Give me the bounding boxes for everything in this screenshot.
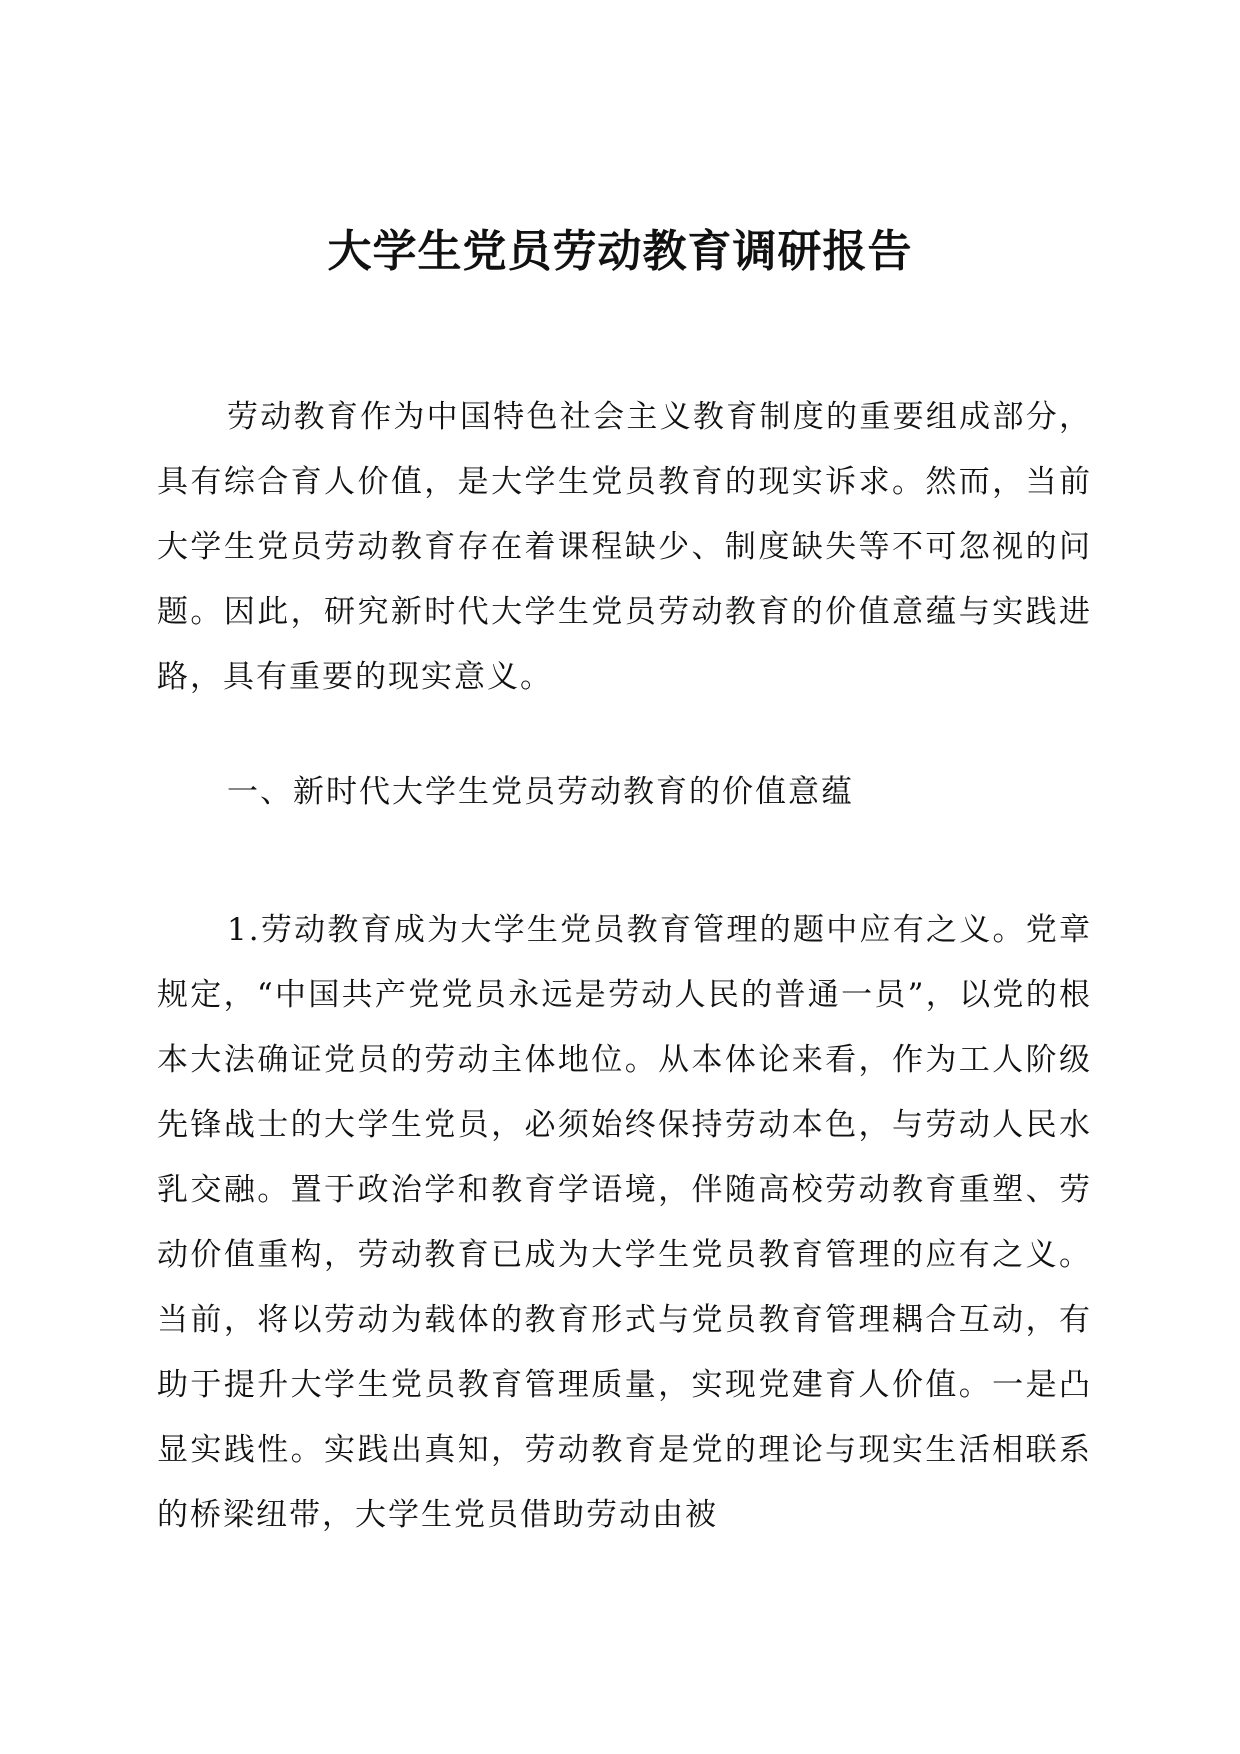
body-paragraph: 1.劳动教育成为大学生党员教育管理的题中应有之义。党章规定，“中国共产党党员永远是劳动人民的普通一员”，以党的根本大法确证党员的劳动主体地位。从本体论来看，作为工人阶级先锋战士的大学生党员，必须始终保持劳动本色，与劳动人民水乳交融。置于政治学和教育学语境，伴随高校劳动教育重塑、劳动价值重构，劳动教育已成为大学生党员教育管理的应有之义。当前，将以劳动为载体的教育形式与党员教育管理耦合互动，有助于提升大学生党员教育管理质量，实现党建育人价值。一是凸显实践性。实践出真知，劳动教育是党的理论与现实生活相联系的桥梁纽带，大学生党员借助劳动由被 bbox=[157, 912, 1092, 1533]
document-title: 大学生党员劳动教育调研报告 bbox=[327, 226, 913, 277]
intro-paragraph: 劳动教育作为中国特色社会主义教育制度的重要组成部分，具有综合育人价值，是大学生党员教育的现实诉求。然而，当前大学生党员劳动教育存在着课程缺少、制度缺失等不可忽视的问题。因此，研究新时代大学生党员劳动教育的价值意蕴与实践进路，具有重要的现实意义。 bbox=[157, 399, 1092, 695]
section-heading: 一、新时代大学生党员劳动教育的价值意蕴 bbox=[227, 774, 854, 810]
